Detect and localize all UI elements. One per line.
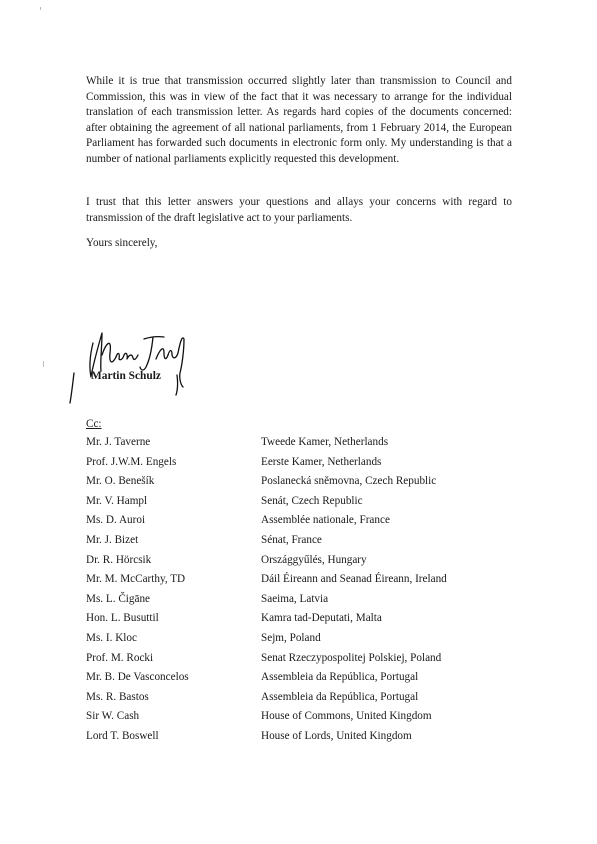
- cc-recipient-name: Prof. M. Rocki: [86, 651, 154, 664]
- cc-row: [86, 671, 526, 691]
- cc-recipient-name: Mr. J. Bizet: [86, 533, 139, 546]
- cc-row: [86, 652, 526, 672]
- cc-recipient-name: Hon. L. Busuttil: [86, 612, 159, 625]
- cc-row: [86, 593, 526, 613]
- cc-parliament: House of Lords, United Kingdom: [261, 729, 412, 742]
- cc-list: [86, 436, 526, 750]
- signatory-name: Martin Schulz: [91, 370, 161, 382]
- cc-recipient-name: Mr. V. Hampl: [86, 494, 148, 507]
- cc-parliament: Kamra tad-Deputati, Malta: [261, 612, 382, 625]
- body-paragraph: I trust that this letter answers your questions and allays your concerns with regard to transmission of the draft legislative act to your parliaments.: [86, 196, 512, 224]
- scan-speck: [40, 7, 41, 10]
- cc-row: [86, 730, 526, 750]
- cc-parliament: Assemblée nationale, France: [261, 514, 390, 527]
- cc-parliament: Dáil Éireann and Seanad Éireann, Ireland: [261, 573, 447, 586]
- cc-row: [86, 534, 526, 554]
- cc-parliament: Sejm, Poland: [261, 631, 321, 644]
- cc-parliament: Országgyűlés, Hungary: [261, 553, 367, 566]
- cc-recipient-name: Ms. I. Kloc: [86, 631, 137, 644]
- cc-recipient-name: Mr. M. McCarthy, TD: [86, 573, 186, 586]
- body-paragraph: While it is true that transmission occurred slightly later than transmission to Council and Commission, this was in view of the fact that it was necessary to arrange for the individual translation of each transmission letter. As regards hard copies of the documents concerned: after obtaining the agreement of all national parliaments, from 1 February 2014, the European Parliament has forwarded such documents in electronic form only. My understanding is that a number of national parliaments explicitly requested this development.: [86, 75, 512, 165]
- closing: Yours sincerely,: [86, 237, 158, 249]
- cc-recipient-name: Mr. O. Benešík: [86, 475, 155, 488]
- cc-parliament: Sénat, France: [261, 533, 322, 546]
- cc-row: [86, 554, 526, 574]
- cc-row: [86, 456, 526, 476]
- cc-parliament: Eerste Kamer, Netherlands: [261, 455, 382, 468]
- cc-recipient-name: Ms. D. Auroi: [86, 514, 146, 527]
- scan-speck: [43, 361, 44, 367]
- cc-parliament: House of Commons, United Kingdom: [261, 710, 432, 723]
- cc-recipient-name: Mr. J. Taverne: [86, 436, 151, 448]
- cc-parliament: Poslanecká sněmovna, Czech Republic: [261, 475, 437, 488]
- cc-row: [86, 632, 526, 652]
- cc-parliament: Assembleia da República, Portugal: [261, 671, 419, 684]
- cc-row: [86, 612, 526, 632]
- cc-recipient-name: Dr. R. Hörcsik: [86, 553, 152, 566]
- cc-parliament: Saeima, Latvia: [261, 592, 329, 605]
- cc-row: [86, 495, 526, 515]
- cc-recipient-name: Prof. J.W.M. Engels: [86, 455, 177, 468]
- cc-recipient-name: Ms. R. Bastos: [86, 690, 149, 703]
- cc-recipient-name: Sir W. Cash: [86, 710, 140, 723]
- cc-row: [86, 691, 526, 711]
- cc-row: [86, 710, 526, 730]
- cc-recipient-name: Lord T. Boswell: [86, 729, 159, 742]
- cc-row: [86, 514, 526, 534]
- cc-row: [86, 573, 526, 593]
- handwritten-signature: [60, 325, 200, 405]
- cc-parliament: Assembleia da República, Portugal: [261, 690, 419, 703]
- cc-row: [86, 436, 526, 456]
- cc-parliament: Tweede Kamer, Netherlands: [261, 436, 389, 448]
- cc-recipient-name: Mr. B. De Vasconcelos: [86, 671, 189, 684]
- cc-parliament: Senat Rzeczypospolitej Polskiej, Poland: [261, 651, 442, 664]
- cc-row: [86, 475, 526, 495]
- cc-recipient-name: Ms. L. Čigāne: [86, 592, 151, 605]
- cc-parliament: Senát, Czech Republic: [261, 494, 363, 507]
- cc-label: Cc:: [86, 418, 102, 430]
